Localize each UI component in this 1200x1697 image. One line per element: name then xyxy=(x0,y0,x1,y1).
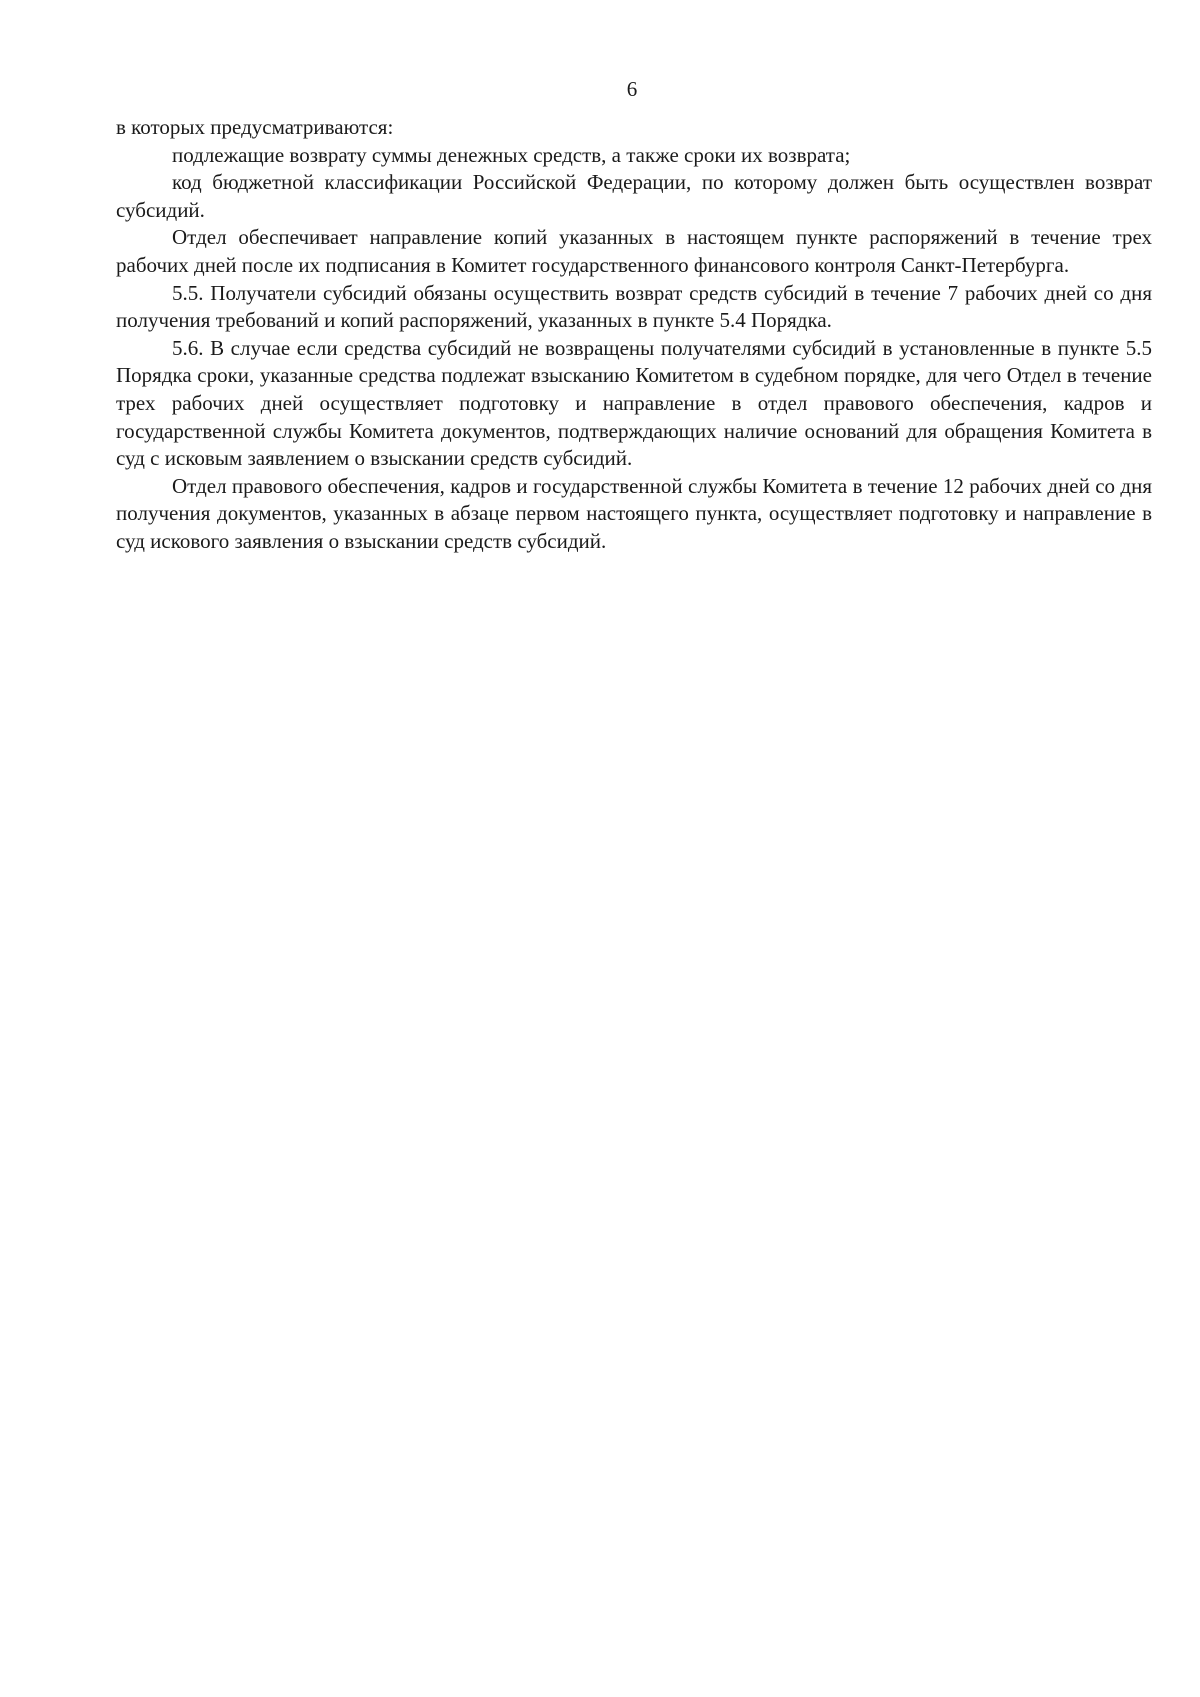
paragraph-budget-code: код бюджетной классификации Российской Федерации, по которому должен быть осуществлен возврат субсидий. xyxy=(116,170,1152,222)
paragraph-return-amounts: подлежащие возврату суммы денежных средств, а также сроки их возврата; xyxy=(172,142,851,167)
paragraph-5-6: 5.6. В случае если средства субсидий не возвращены получателями субсидий в установленные в пункте 5.5 Порядка сроки, указанные средства подлежат взысканию Комитетом в судебном порядке, для чего Отдел в течение трех рабочих дней осуществляет подготовку и направление в отдел правового обеспечения, кадров и государственной службы Комитета документов, подтверждающих наличие оснований для обращения Комитета в суд с исковым заявлением о взыскании средств субсидий. xyxy=(116,335,1152,471)
document-body xyxy=(116,114,1152,556)
paragraph-5-5: 5.5. Получатели субсидий обязаны осуществить возврат средств субсидий в течение 7 рабочих дней со дня получения требований и копий распоряжений, указанных в пункте 5.4 Порядка. xyxy=(116,280,1152,333)
paragraph-legal-department: Отдел правового обеспечения, кадров и государственной службы Комитета в течение 12 рабочих дней со дня получения документов, указанных в абзаце первом настоящего пункта, осуществляет подготовку и направление в суд искового заявления о взыскании средств субсидий. xyxy=(116,473,1152,553)
paragraph-intro: в которых предусматриваются: xyxy=(116,115,394,139)
page-number: 6 xyxy=(626,77,638,101)
paragraph-copies-direction: Отдел обеспечивает направление копий указанных в настоящем пункте распоряжений в течение трех рабочих дней после их подписания в Комитет государственного финансового контроля Санкт-Петербурга. xyxy=(116,225,1152,277)
